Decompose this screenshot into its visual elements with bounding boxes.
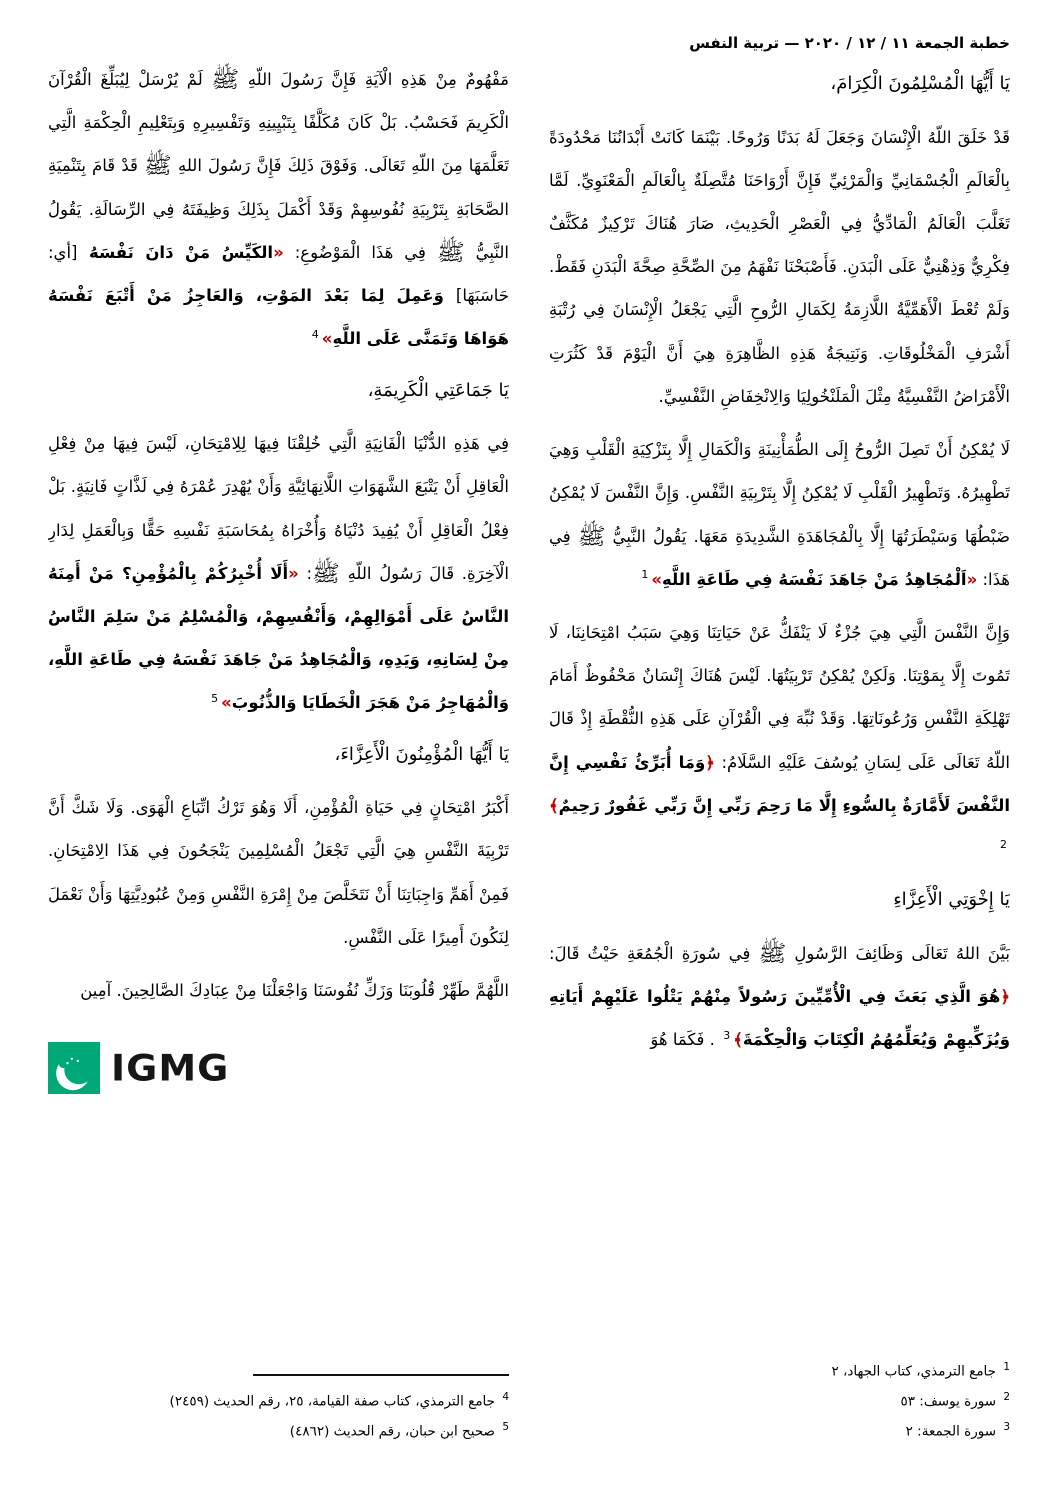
quote-text: وَمَا أُبَرِّئُ نَفْسِي إِنَّ النَّفْسَ لَأَمَّارَةٌ بِالسُّوءِ إِلَّا مَا رَحِمَ رَبِّي إِنَّ رَبِّي غَفُورٌ رَحِيمٌ xyxy=(549,752,1010,815)
quote-mark: » xyxy=(651,569,663,589)
column-right xyxy=(549,58,1010,1446)
column-left-content xyxy=(48,58,509,1022)
page-header-title: خطبة الجمعة ١١ / ١٢ / ٢٠٢٠ — تربية النفس xyxy=(689,34,1010,52)
column-right-content xyxy=(549,58,1010,1072)
footnote-separator xyxy=(253,1374,509,1376)
quote-text: هُوَ الَّذِي بَعَثَ فِي الْأُمِّيِّينَ رَسُولاً مِنْهُمْ يَتْلُوا عَلَيْهِمْ أَيَاتِهِ وَيُزَكِّيهِمْ وَيُعَلِّمُهُمُ الْكِتَابَ وَالْحِكْمَةَ xyxy=(549,987,1010,1050)
paragraph xyxy=(48,969,509,1012)
text-run: قَدْ خَلَقَ اللّهُ الْإِنْسَانَ وَجَعَلَ لَهُ بَدَنًا وَرُوحًا. بَيْنَمَا كَانَتْ أَبْدَانُنَا مَحْدُودَةً بِالْعَالَمِ الْجُسْمَانِيِّ وَالْمَرْئِيِّ فَإِنَّ أَرْوَاحَنَا مُتَّصِلَةٌ بِالْعَالَمِ الْمَعْنَوِيِّ. لَمَّا تَغَلَّبَ الْعَالَمُ الْمَادِّيُّ فِي الْعَصْرِ الْحَدِيثِ، صَارَ هُنَاكَ تَرْكِيزٌ مُكَثَّفٌ فِكْرِيٌّ وَذِهْنِيٌّ عَلَى الْبَدَنِ. فَأَصْبَحْنَا نَفْهَمُ مِنَ الصِّحَّةِ صِحَّةَ الْبَدَنِ فَقَطْ. وَلَمْ تُعْطَ الْأَهَمِّيَّةُ اللَّازِمَةُ لِكَمَالِ الرُّوحِ الَّتِي يَجْعَلُ الْإِنْسَانَ فِي رُتْبَةِ أَشْرَفِ الْمَخْلُوقَاتِ. وَنَتِيجَةُ هَذِهِ الظَّاهِرَةِ هِيَ أَنَّ الْيَوْمَ قَدْ كَثُرَتِ الْأَمْرَاضُ النَّفْسِيَّةُ مِثْلَ الْمَلَنْخُولِيَا وَالِانْخِفَاضِ النَّفْسِيِّ. xyxy=(549,127,1010,406)
igmg-logo xyxy=(48,1042,509,1094)
quote-mark: ﴿ xyxy=(705,752,715,772)
quote-mark: » xyxy=(221,693,232,713)
footnote-item xyxy=(549,1386,1010,1416)
text-run: . فَكَمَا هُوَ xyxy=(650,1030,721,1050)
text-run: وَإِنَّ النَّفْسَ الَّتِي هِيَ جُزْءٌ لَا يَنْفَكُّ عَنْ حَيَاتِنَا وَهِيَ سَبَبُ امْتِحَانِنَا، لَا تَمُوتَ إِلَّا بِمَوْتِنَا. وَلَكِنْ يُمْكِنُ تَرْبِيَتُهَا. لَيْسَ هُنَاكَ إِنْسَانٌ مَحْفُوظٌ أَمَامَ تَهْلِكَةِ النَّفْسِ وَرُعُونَاتِهَا. وَقَدْ نُبِّهَ فِي الْقُرْآنِ عَلَى هَذِهِ النُّقْطَةِ إِذْ قَالَ اللّهُ تَعَالَى عَلَى لِسَانِ يُوسُفَ عَلَيْهِ السَّلَامُ: xyxy=(549,623,1010,772)
paragraph xyxy=(549,611,1010,870)
quote-mark: ﴿ xyxy=(1000,987,1010,1007)
quote-mark: » xyxy=(321,329,333,349)
footnote-number: 3 xyxy=(1003,1421,1010,1434)
footnote-number: 1 xyxy=(1003,1361,1010,1374)
footnote-item xyxy=(48,1386,509,1416)
footnotes-right-list xyxy=(549,1356,1010,1446)
text-run: يَا أَيُّهَا الْمُؤْمِنُونَ الْأَعِزَّاءَ، xyxy=(334,743,509,765)
footnote-item xyxy=(48,1416,509,1446)
text-run: لَا يُمْكِنُ أَنْ تَصِلَ الرُّوحُ إِلَى الطُّمَأْنِينَةِ وَالْكَمَالِ إِلَّا بِتَزْكِيَةِ الْقَلْبِ وَهِيَ تَطْهِيرُهُ. وَتَطْهِيرُ الْقَلْبِ لَا يُمْكِنُ إِلَّا بِتَرْبِيَةِ النَّفْسِ. وَإِنَّ النَّفْسَ لَا يُمْكِنُ ضَبْطُهَا وَسَيْطَرَتُهَا إِلَّا بِالْمُجَاهَدَةِ الشَّدِيدَةِ مَعَهَا. يَقُولُ النَّبِيُّ xyxy=(549,440,1010,546)
text-run: فِي سُورَةِ الْجُمُعَةِ حَيْثُ قَالَ: xyxy=(549,943,759,963)
footnote-ref: 3 xyxy=(723,1028,731,1042)
quote-text: وَعَمِلَ لِمَا بَعْدَ المَوْتِ، وَالعَاجِزُ مَنْ أَتْبَعَ نَفْسَهُ هَوَاهَا وَتَمَنَّى عَلَى اللَّهِ xyxy=(48,286,509,349)
text-run: أَكْبَرُ امْتِحَانٍ فِي حَيَاةِ الْمُؤْمِنِ، أَلَا وَهُوَ تَرْكُ اتِّبَاعِ الْهَوَى. وَلَا شَكَّ أَنَّ تَرْبِيَةَ النَّفْسِ هِيَ الَّتِي تَجْعَلُ الْمُسْلِمِينَ يَنْجَحُونَ فِي هَذَا الِامْتِحَانِ. فَمِنْ أَهَمِّ وَاجِبَاتِنَا أَنْ نَتَخَلَّصَ مِنْ إِمْرَةِ النَّفْسِ وَمِنْ عُبُودِيَّتِهَا وَأَنْ نَعْمَلَ لِنَكُونَ أَمِيرًا عَلَى النَّفْسِ. xyxy=(48,798,509,947)
footnote-ref: 5 xyxy=(211,691,219,705)
pbuh-symbol: ﷺ xyxy=(436,239,465,266)
paragraph xyxy=(549,932,1010,1062)
footnote-number: 4 xyxy=(502,1391,509,1404)
quote-mark: « xyxy=(288,563,299,583)
quote-text: اَلْمُجَاهِدُ مَنْ جَاهَدَ نَفْسَهُ فِي طَاعَةِ اللَّهِ xyxy=(662,569,967,589)
section-heading xyxy=(549,880,1010,920)
section-heading xyxy=(48,371,509,411)
footnote-item xyxy=(549,1356,1010,1386)
quote-mark: ﴾ xyxy=(549,795,559,815)
igmg-wordmark: IGMG xyxy=(111,1047,230,1090)
quote-mark: ﴾ xyxy=(733,1030,743,1050)
text-run: فِي هَذِهِ الدُّنْيَا الْفَانِيَةِ الَّتِي خُلِقْنَا فِيهَا لِلِامْتِحَانِ، لَيْسَ فِيهَا مِنْ فِعْلِ الْعَاقِلِ أَنْ يَتْبَعَ الشَّهَوَاتِ اللَّانِهَائِيَّةِ وَأَنْ يُهْدِرَ عُمْرَهُ فِي لَذَّاتٍ فَانِيَةٍ. بَلْ فِعْلُ الْعَاقِلِ أَنْ يُفِيدَ دُنْيَاهُ وَأُخْرَاهُ بِمُحَاسَبَةِ نَفْسِهِ حَقًّا وَبِالْعَمَلِ لِدَارِ الْآخِرَةِ. قَالَ رَسُولُ اللّهِ xyxy=(48,434,509,583)
footnotes-left xyxy=(48,1368,509,1446)
footnote-text: سورة يوسف: ٥٣ xyxy=(900,1393,1001,1410)
footnote-text: جامع الترمذي، كتاب الجهاد، ٢ xyxy=(831,1363,1001,1380)
text-run: [أي: حَاسَبَهَا] xyxy=(48,242,509,306)
quote-mark: « xyxy=(273,242,284,262)
footnote-ref: 4 xyxy=(311,327,319,341)
text-run: يَا جَمَاعَتِي الْكَرِيمَةِ، xyxy=(367,379,509,401)
text-run: يَا أَيُّهَا الْمُسْلِمُونَ الْكِرَامَ، xyxy=(830,73,1010,94)
pbuh-symbol: ﷺ xyxy=(577,523,606,550)
quote-text: أَلَا أُخْبِرُكُمْ بِالْمُؤْمِنِ؟ مَنْ أَمِنَهُ النَّاسُ عَلَى أَمْوَالِهِمْ، وَأَنْفُسِهِمْ، وَالْمُسْلِمُ مَنْ سَلِمَ النَّاسُ مِنْ لِسَانِهِ، وَيَدِهِ، وَالْمُجَاهِدُ مَنْ جَاهَدَ نَفْسَهُ فِي طَاعَةِ اللَّهِ، وَالْمُهَاجِرُ مَنْ هَجَرَ الْخَطَايَا وَالذُّنُوبَ xyxy=(48,563,509,713)
footnote-text: صحيح ابن حبان، رقم الحديث (٤٨٦٢) xyxy=(289,1423,500,1440)
text-run: اللَّهُمَّ طَهِّرْ قُلُوبَنَا وَزَكِّ نُفُوسَنَا وَاجْعَلْنَا مِنْ عِبَادِكَ الصَّالِحِينَ. آمِين xyxy=(80,981,509,1001)
crescent-tree-icon xyxy=(48,1042,100,1094)
footnote-number: 2 xyxy=(1003,1391,1010,1404)
column-left xyxy=(48,58,509,1446)
text-run: مَفْهُومٌ مِنْ هَذِهِ الْآيَةِ فَإِنَّ رَسُولَ اللّهِ xyxy=(239,70,509,89)
pbuh-symbol: ﷺ xyxy=(144,153,172,180)
paragraph xyxy=(549,428,1010,601)
text-run: يَا إِخْوَتِي الْأَعِزَّاءِ xyxy=(893,889,1010,911)
page-header xyxy=(0,0,1058,54)
section-heading xyxy=(549,64,1010,104)
footnotes-right xyxy=(549,1350,1010,1446)
text-run: بَيَّنَ اللهُ تَعَالَى وَظَائِفَ الرَّسُولِ xyxy=(786,943,1010,963)
text-run: فِي هَذَا: xyxy=(549,526,1010,589)
paragraph xyxy=(48,58,509,361)
quote-mark: « xyxy=(966,569,978,589)
quote-text: الكَيِّسُ مَنْ دَانَ نَفْسَهُ xyxy=(77,242,274,262)
section-heading xyxy=(48,735,509,775)
text-run: : xyxy=(298,563,313,583)
pbuh-symbol: ﷺ xyxy=(211,67,240,93)
paragraph xyxy=(549,116,1010,419)
text-run: فِي هَذَا الْمَوْضُوعِ: xyxy=(283,242,437,262)
footnote-number: 5 xyxy=(502,1421,509,1434)
text-run: قَدْ قَامَ بِتَنْمِيَةِ الصَّحَابَةِ بِتَرْبِيَةِ نُفُوسِهِمْ وَقَدْ أَكْمَلَ بِذَلِكَ وَظِيفَتَهُ فِي الرِّسَالَةِ. يَقُولُ النَّبِيُّ xyxy=(48,156,509,262)
footnotes-left-list xyxy=(48,1386,509,1446)
footnote-item xyxy=(549,1416,1010,1446)
footnote-ref: 1 xyxy=(641,568,649,582)
pbuh-symbol: ﷺ xyxy=(758,940,787,967)
paragraph xyxy=(48,786,509,959)
paragraph xyxy=(48,422,509,725)
text-run: لَمْ يُرْسَلْ لِيُبَلِّغَ الْقُرْآنَ الْكَرِيمَ فَحَسْبُ. بَلْ كَانَ مُكَلَّفًا بِتَبْيِينِهِ وَتَفْسِيرِهِ وَبِتَعْلِيمِ الْحِكْمَةِ الَّتِي تَعَلَّمَهَا مِنَ اللّهِ تَعَالَى. وَفَوْقَ ذَلِكَ فَإِنَّ رَسُولَ اللهِ xyxy=(48,70,509,176)
footnote-text: جامع الترمذي، كتاب صفة القيامة، ٢٥، رقم الحديث (٢٤٥٩) xyxy=(169,1393,500,1410)
two-column-body xyxy=(0,54,1058,1446)
footnote-ref: 2 xyxy=(1000,837,1007,851)
footnote-text: سورة الجمعة: ٢ xyxy=(905,1423,1001,1440)
pbuh-symbol: ﷺ xyxy=(312,560,340,587)
